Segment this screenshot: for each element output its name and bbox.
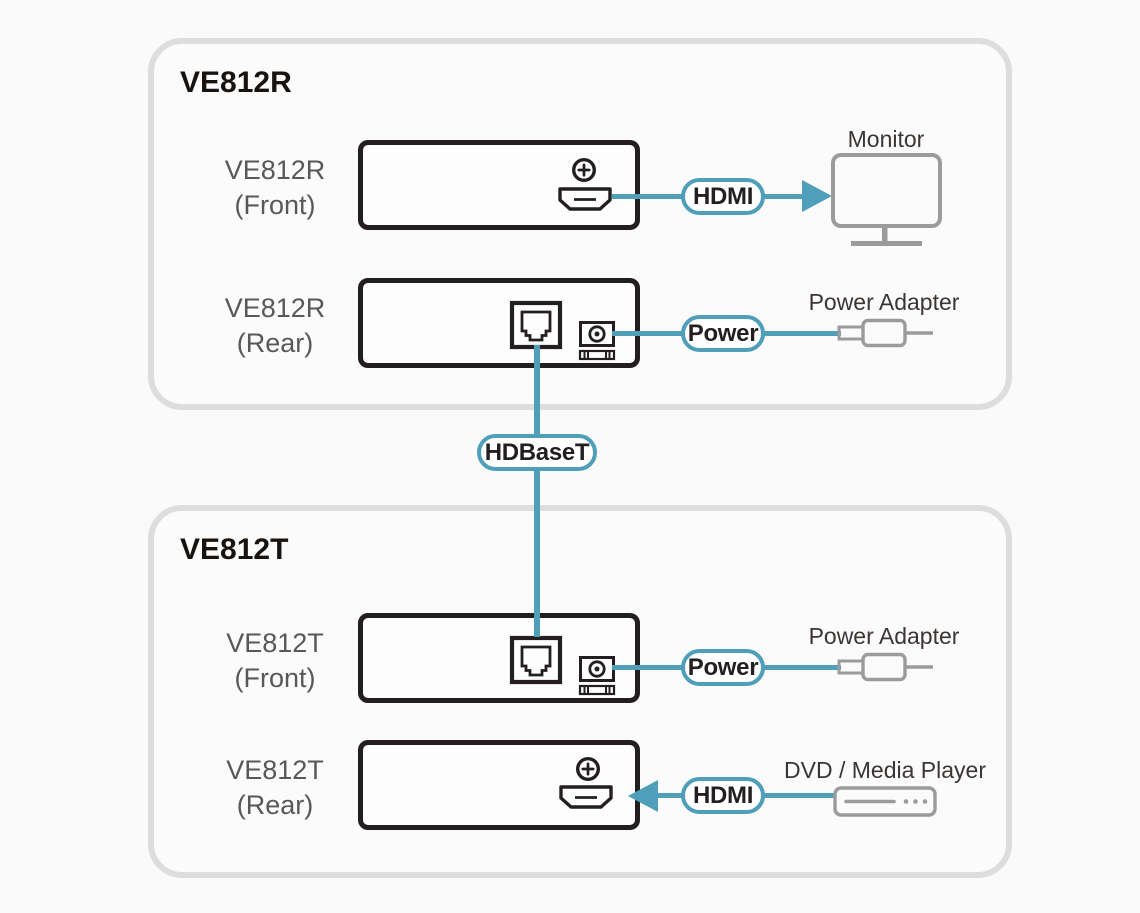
ve812r-rear-label-line2: (Rear) <box>236 328 314 358</box>
ve812r-front-label <box>190 153 360 223</box>
ve812r-front-label-line2: (Front) <box>234 190 316 220</box>
screw-icon <box>570 156 598 184</box>
power-adapter-icon <box>836 317 936 349</box>
power-cable-segment <box>612 665 684 670</box>
ve812t-front-label-line1: VE812T <box>226 628 324 658</box>
screw-icon <box>574 755 602 783</box>
ve812r-rear-panel <box>358 278 640 368</box>
receiver-section-title: VE812R <box>180 66 292 99</box>
power-tag-label: Power <box>687 319 759 347</box>
power-tag-pill <box>681 649 765 686</box>
power-cable-segment <box>762 665 841 670</box>
dvd-player-icon <box>833 786 937 817</box>
dc-jack-icon <box>578 655 616 696</box>
ve812r-rear-label <box>190 291 360 361</box>
ve812t-rear-panel <box>358 740 640 830</box>
hdbaset-tag-label: HDBaseT <box>484 438 590 466</box>
ve812t-front-label-line2: (Front) <box>234 663 316 693</box>
power-adapter-icon <box>836 651 936 683</box>
ve812t-rear-label-line2: (Rear) <box>236 790 314 820</box>
hdmi-cable-segment <box>762 793 836 798</box>
ve812t-rear-label <box>190 753 360 823</box>
ve812t-rear-label-line1: VE812T <box>226 755 324 785</box>
arrow-right-icon <box>802 180 832 212</box>
hdmi-tag-pill <box>681 178 765 215</box>
hdbaset-tag-pill <box>477 434 597 471</box>
hdmi-cable-segment <box>612 194 684 199</box>
hdbaset-cable <box>534 345 540 637</box>
monitor-label: Monitor <box>847 126 925 152</box>
power-adapter-label: Power Adapter <box>808 623 960 649</box>
rj45-port-icon <box>509 635 563 685</box>
ve812t-front-panel <box>358 613 640 703</box>
dvd-player-label: DVD / Media Player <box>784 757 986 783</box>
power-cable-segment <box>612 331 684 336</box>
power-tag-pill <box>681 315 765 352</box>
hdmi-tag-pill <box>681 777 765 814</box>
transmitter-section-title: VE812T <box>180 533 289 566</box>
power-cable-segment <box>762 331 841 336</box>
ve812r-rear-label-line1: VE812R <box>224 293 326 323</box>
hdmi-cable-segment <box>762 194 806 199</box>
arrow-left-icon <box>628 780 658 812</box>
rj45-port-icon <box>509 300 563 350</box>
hdmi-tag-label: HDMI <box>692 182 754 210</box>
dc-jack-icon <box>578 320 616 361</box>
power-adapter-label: Power Adapter <box>808 289 960 315</box>
power-tag-label: Power <box>687 653 759 681</box>
ve812t-front-label <box>190 626 360 696</box>
hdmi-port-icon <box>556 185 614 213</box>
monitor-icon <box>831 153 943 249</box>
hdmi-port-icon <box>557 783 615 811</box>
ve812r-front-panel <box>358 140 640 230</box>
hdmi-tag-label: HDMI <box>692 781 754 809</box>
ve812r-front-label-line1: VE812R <box>224 155 326 185</box>
